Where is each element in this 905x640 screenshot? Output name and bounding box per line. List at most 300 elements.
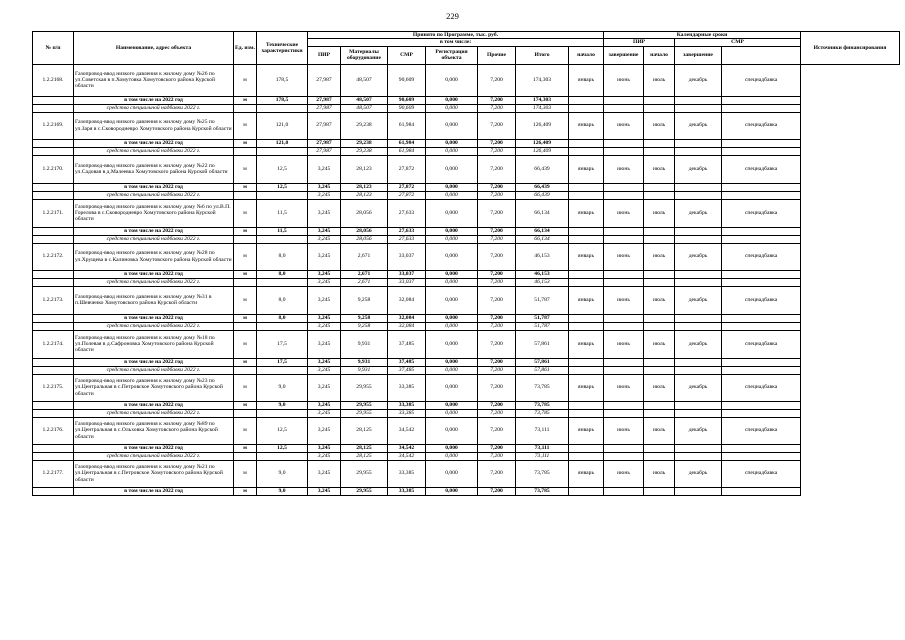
object-name: Газопровод-ввод низкого давления к жилому дому №18 по ул.Полевая в д.Сафроновка Хомутовского района Курской области (74, 330, 234, 358)
empty-cell (675, 235, 722, 243)
reg-cell: 0,000 (426, 330, 478, 358)
empty-cell (722, 358, 801, 366)
pir-cell: 3,245 (308, 155, 341, 183)
mat-cell: 28,123 (341, 155, 388, 183)
empty-cell (569, 409, 604, 417)
empty-cell (569, 104, 604, 112)
period-cell: июль (644, 417, 675, 444)
unit-cell: м (234, 183, 257, 191)
object-name: Газопровод-ввод низкого давления к жилому дому №21 по ул.Центральная в с.Петровское Хомутовского района Курской области (74, 460, 234, 487)
empty-cell (722, 183, 801, 191)
empty-cell (569, 183, 604, 191)
mat-cell: 28,125 (341, 444, 388, 452)
total-2022-row (33, 314, 900, 322)
empty-cell (604, 314, 644, 322)
source-cell: спецнадбавка (722, 417, 801, 444)
mat-cell: 29,238 (341, 147, 388, 155)
empty-cell (33, 270, 74, 278)
empty-cell (257, 104, 308, 112)
smr-cell: 27,633 (388, 235, 426, 243)
unit-cell: м (234, 358, 257, 366)
reg-cell: 0,000 (426, 270, 478, 278)
special-funds-label: средства специальной надбавки 2022 г. (74, 191, 234, 199)
total-cell: 66,439 (516, 191, 569, 199)
empty-cell (644, 487, 675, 495)
empty-cell (33, 235, 74, 243)
unit-cell: м (234, 139, 257, 147)
total-cell: 73,111 (516, 452, 569, 460)
smr-cell: 33,385 (388, 409, 426, 417)
reg-cell: 0,000 (426, 374, 478, 401)
empty-cell (644, 147, 675, 155)
pir-cell: 3,245 (308, 487, 341, 495)
empty-cell (722, 409, 801, 417)
table-row (33, 330, 900, 358)
empty-cell (257, 235, 308, 243)
object-name: Газопровод-ввод низкого давления к жилому дому №26 по ул.Советская в п.Хомутовка Хомутовского района Курской области (74, 64, 234, 96)
empty-cell (569, 96, 604, 104)
pir-cell: 3,245 (308, 444, 341, 452)
other-cell: 7,200 (478, 235, 516, 243)
empty-cell (569, 401, 604, 409)
total-cell: 66,134 (516, 227, 569, 235)
total-cell: 66,439 (516, 155, 569, 183)
empty-cell (675, 409, 722, 417)
tech-cell: 178,5 (257, 96, 308, 104)
row-number: 1.2.2176. (33, 417, 74, 444)
empty-cell (644, 452, 675, 460)
period-cell: июль (644, 460, 675, 487)
source-cell: спецнадбавка (722, 286, 801, 314)
object-name: Газопровод-ввод низкого давления к жилому дому №28 по ул.Хрущева в с.Калиновка Хомутовского района Курской области (74, 243, 234, 270)
other-cell: 7,200 (478, 322, 516, 330)
empty-cell (257, 366, 308, 374)
smr-cell: 37,485 (388, 358, 426, 366)
row-number: 1.2.2175. (33, 374, 74, 401)
period-cell: июль (644, 330, 675, 358)
empty-cell (644, 358, 675, 366)
empty-cell (234, 147, 257, 155)
empty-cell (604, 183, 644, 191)
empty-cell (604, 191, 644, 199)
period-cell: декабрь (675, 243, 722, 270)
reg-cell: 0,000 (426, 417, 478, 444)
smr-cell: 33,385 (388, 460, 426, 487)
header-materials: Материалы оборудование (341, 46, 388, 64)
smr-cell: 90,609 (388, 64, 426, 96)
other-cell: 7,200 (478, 330, 516, 358)
total-cell: 46,153 (516, 278, 569, 286)
empty-cell (644, 235, 675, 243)
table-row (33, 64, 900, 96)
mat-cell: 28,056 (341, 235, 388, 243)
empty-cell (675, 401, 722, 409)
header-smr-start: начало (644, 46, 675, 64)
period-cell: июнь (604, 374, 644, 401)
unit-cell: м (234, 417, 257, 444)
empty-cell (644, 104, 675, 112)
empty-cell (722, 314, 801, 322)
header-number: № п/п (33, 32, 74, 65)
tech-cell: 9,0 (257, 401, 308, 409)
source-cell: спецнадбавка (722, 330, 801, 358)
empty-cell (604, 147, 644, 155)
smr-cell: 32,084 (388, 322, 426, 330)
special-funds-label: средства специальной надбавки 2022 г. (74, 147, 234, 155)
smr-cell: 33,037 (388, 243, 426, 270)
total-2022-row (33, 358, 900, 366)
empty-cell (604, 104, 644, 112)
mat-cell: 28,056 (341, 227, 388, 235)
empty-cell (33, 191, 74, 199)
smr-cell: 33,385 (388, 401, 426, 409)
total-2022-label: в том числе на 2022 год (74, 183, 234, 191)
period-cell: январь (569, 199, 604, 227)
total-cell: 51,787 (516, 286, 569, 314)
tech-cell: 178,5 (257, 64, 308, 96)
empty-cell (722, 452, 801, 460)
total-2022-label: в том числе на 2022 год (74, 270, 234, 278)
pir-cell: 3,245 (308, 374, 341, 401)
unit-cell: м (234, 64, 257, 96)
total-cell: 73,785 (516, 487, 569, 495)
pir-cell: 3,245 (308, 191, 341, 199)
empty-cell (33, 401, 74, 409)
other-cell: 7,200 (478, 191, 516, 199)
other-cell: 7,200 (478, 96, 516, 104)
period-cell: декабрь (675, 64, 722, 96)
empty-cell (569, 487, 604, 495)
source-cell: спецнадбавка (722, 64, 801, 96)
smr-cell: 27,633 (388, 227, 426, 235)
pir-cell: 3,245 (308, 358, 341, 366)
source-cell: спецнадбавка (722, 199, 801, 227)
total-2022-label: в том числе на 2022 год (74, 444, 234, 452)
mat-cell: 9,931 (341, 330, 388, 358)
mat-cell: 9,258 (341, 314, 388, 322)
empty-cell (569, 147, 604, 155)
empty-cell (722, 278, 801, 286)
mat-cell: 48,507 (341, 64, 388, 96)
empty-cell (675, 452, 722, 460)
empty-cell (604, 139, 644, 147)
table-row (33, 243, 900, 270)
empty-cell (234, 409, 257, 417)
mat-cell: 29,955 (341, 460, 388, 487)
smr-cell: 33,385 (388, 374, 426, 401)
reg-cell: 0,000 (426, 243, 478, 270)
reg-cell: 0,000 (426, 191, 478, 199)
empty-cell (675, 147, 722, 155)
pir-cell: 3,245 (308, 278, 341, 286)
total-cell: 57,861 (516, 366, 569, 374)
period-cell: январь (569, 460, 604, 487)
empty-cell (604, 322, 644, 330)
tech-cell: 12,5 (257, 155, 308, 183)
pir-cell: 3,245 (308, 460, 341, 487)
empty-cell (234, 235, 257, 243)
empty-cell (569, 278, 604, 286)
period-cell: январь (569, 330, 604, 358)
total-cell: 66,439 (516, 183, 569, 191)
special-funds-label: средства специальной надбавки 2022 г. (74, 409, 234, 417)
table-row (33, 155, 900, 183)
unit-cell: м (234, 112, 257, 139)
empty-cell (722, 366, 801, 374)
reg-cell: 0,000 (426, 199, 478, 227)
total-2022-label: в том числе на 2022 год (74, 487, 234, 495)
smr-cell: 33,385 (388, 487, 426, 495)
header-pir-end: завершение (604, 46, 644, 64)
empty-cell (234, 452, 257, 460)
empty-cell (569, 139, 604, 147)
empty-cell (569, 444, 604, 452)
special-funds-row (33, 191, 900, 199)
empty-cell (257, 191, 308, 199)
table-row (33, 199, 900, 227)
table-row (33, 112, 900, 139)
period-cell: июль (644, 374, 675, 401)
empty-cell (33, 147, 74, 155)
pir-cell: 27,987 (308, 147, 341, 155)
total-2022-label: в том числе на 2022 год (74, 401, 234, 409)
unit-cell: м (234, 330, 257, 358)
empty-cell (33, 366, 74, 374)
pir-cell: 3,245 (308, 235, 341, 243)
period-cell: январь (569, 112, 604, 139)
table-row (33, 374, 900, 401)
empty-cell (722, 191, 801, 199)
mat-cell: 28,123 (341, 191, 388, 199)
empty-cell (33, 314, 74, 322)
empty-cell (257, 147, 308, 155)
empty-cell (722, 139, 801, 147)
tech-cell: 9,0 (257, 374, 308, 401)
unit-cell: м (234, 270, 257, 278)
empty-cell (604, 444, 644, 452)
smr-cell: 27,872 (388, 155, 426, 183)
total-cell: 57,861 (516, 330, 569, 358)
empty-cell (675, 314, 722, 322)
other-cell: 7,200 (478, 278, 516, 286)
period-cell: январь (569, 286, 604, 314)
smr-cell: 32,084 (388, 314, 426, 322)
unit-cell: м (234, 286, 257, 314)
page-number: 229 (446, 11, 459, 21)
mat-cell: 29,955 (341, 401, 388, 409)
empty-cell (675, 366, 722, 374)
period-cell: июль (644, 64, 675, 96)
tech-cell: 8,0 (257, 314, 308, 322)
unit-cell: м (234, 460, 257, 487)
special-funds-row (33, 147, 900, 155)
header-unit: Ед. изм. (234, 32, 257, 65)
total-cell: 126,409 (516, 112, 569, 139)
pir-cell: 3,245 (308, 314, 341, 322)
other-cell: 7,200 (478, 358, 516, 366)
total-2022-label: в том числе на 2022 год (74, 139, 234, 147)
table-row (33, 460, 900, 487)
object-name: Газопровод-ввод низкого давления к жилому дому №25 по ул.Заря в с.Сковородневро Хомутовского района Курской области (74, 112, 234, 139)
empty-cell (234, 191, 257, 199)
reg-cell: 0,000 (426, 183, 478, 191)
empty-cell (644, 314, 675, 322)
reg-cell: 0,000 (426, 452, 478, 460)
smr-cell: 34,542 (388, 417, 426, 444)
period-cell: декабрь (675, 460, 722, 487)
mat-cell: 9,931 (341, 366, 388, 374)
reg-cell: 0,000 (426, 286, 478, 314)
other-cell: 7,200 (478, 227, 516, 235)
period-cell: июль (644, 286, 675, 314)
other-cell: 7,200 (478, 243, 516, 270)
pir-cell: 27,987 (308, 139, 341, 147)
total-2022-row (33, 487, 900, 495)
empty-cell (675, 358, 722, 366)
total-2022-row (33, 401, 900, 409)
smr-cell: 27,633 (388, 199, 426, 227)
reg-cell: 0,000 (426, 358, 478, 366)
empty-cell (257, 409, 308, 417)
total-cell: 51,787 (516, 322, 569, 330)
empty-cell (675, 322, 722, 330)
other-cell: 7,200 (478, 155, 516, 183)
mat-cell: 48,507 (341, 96, 388, 104)
empty-cell (675, 96, 722, 104)
total-2022-label: в том числе на 2022 год (74, 314, 234, 322)
period-cell: декабрь (675, 417, 722, 444)
tech-cell: 17,5 (257, 330, 308, 358)
unit-cell: м (234, 374, 257, 401)
pir-cell: 3,245 (308, 330, 341, 358)
total-cell: 73,111 (516, 417, 569, 444)
object-name: Газопровод-ввод низкого давления к жилому дому №31 в п.Шевченко Хомутовского района Курской области (74, 286, 234, 314)
object-name: Газопровод-ввод низкого давления к жилому дому №22 по ул.Садовая в д.Малеевка Хомутовского района Курской области (74, 155, 234, 183)
total-2022-row (33, 444, 900, 452)
tech-cell: 9,0 (257, 487, 308, 495)
header-accepted: Принято по Программе, тыс. руб. (308, 32, 604, 39)
other-cell: 7,200 (478, 314, 516, 322)
empty-cell (722, 487, 801, 495)
unit-cell: м (234, 243, 257, 270)
empty-cell (722, 227, 801, 235)
empty-cell (33, 183, 74, 191)
reg-cell: 0,000 (426, 64, 478, 96)
empty-cell (675, 278, 722, 286)
total-2022-label: в том числе на 2022 год (74, 358, 234, 366)
other-cell: 7,200 (478, 401, 516, 409)
empty-cell (722, 444, 801, 452)
row-number: 1.2.2174. (33, 330, 74, 358)
total-2022-row (33, 96, 900, 104)
row-number: 1.2.2169. (33, 112, 74, 139)
period-cell: декабрь (675, 286, 722, 314)
other-cell: 7,200 (478, 199, 516, 227)
empty-cell (33, 227, 74, 235)
empty-cell (569, 227, 604, 235)
pir-cell: 3,245 (308, 227, 341, 235)
special-funds-label: средства специальной надбавки 2022 г. (74, 322, 234, 330)
period-cell: июнь (604, 330, 644, 358)
total-cell: 51,787 (516, 314, 569, 322)
mat-cell: 9,258 (341, 286, 388, 314)
empty-cell (33, 444, 74, 452)
smr-cell: 33,037 (388, 278, 426, 286)
pir-cell: 3,245 (308, 409, 341, 417)
total-cell: 57,861 (516, 358, 569, 366)
reg-cell: 0,000 (426, 487, 478, 495)
empty-cell (644, 139, 675, 147)
empty-cell (644, 227, 675, 235)
empty-cell (604, 452, 644, 460)
unit-cell: м (234, 487, 257, 495)
period-cell: июнь (604, 64, 644, 96)
empty-cell (569, 452, 604, 460)
unit-cell: м (234, 401, 257, 409)
reg-cell: 0,000 (426, 278, 478, 286)
period-cell: декабрь (675, 155, 722, 183)
empty-cell (644, 401, 675, 409)
reg-cell: 0,000 (426, 322, 478, 330)
header-smr-end: завершение (675, 46, 722, 64)
smr-cell: 90,609 (388, 96, 426, 104)
smr-cell: 27,872 (388, 191, 426, 199)
header-pir: ПИР (308, 46, 341, 64)
header-source: Источники финансирования (801, 32, 900, 65)
tech-cell: 11,5 (257, 227, 308, 235)
period-cell: январь (569, 417, 604, 444)
mat-cell: 28,123 (341, 183, 388, 191)
tech-cell: 12,5 (257, 417, 308, 444)
period-cell: декабрь (675, 199, 722, 227)
smr-cell: 34,542 (388, 444, 426, 452)
special-funds-label: средства специальной надбавки 2022 г. (74, 235, 234, 243)
other-cell: 7,200 (478, 104, 516, 112)
empty-cell (644, 444, 675, 452)
empty-cell (675, 444, 722, 452)
empty-cell (33, 139, 74, 147)
reg-cell: 0,000 (426, 155, 478, 183)
period-cell: июль (644, 112, 675, 139)
empty-cell (257, 322, 308, 330)
total-2022-row (33, 270, 900, 278)
empty-cell (33, 104, 74, 112)
empty-cell (722, 322, 801, 330)
empty-cell (569, 191, 604, 199)
period-cell: июнь (604, 112, 644, 139)
empty-cell (33, 322, 74, 330)
source-cell: спецнадбавка (722, 155, 801, 183)
header-smr-group: СМР (675, 39, 801, 46)
pir-cell: 3,245 (308, 199, 341, 227)
empty-cell (234, 104, 257, 112)
total-cell: 73,785 (516, 374, 569, 401)
tech-cell: 9,0 (257, 460, 308, 487)
other-cell: 7,200 (478, 374, 516, 401)
total-cell: 66,134 (516, 199, 569, 227)
period-cell: январь (569, 243, 604, 270)
smr-cell: 37,485 (388, 330, 426, 358)
unit-cell: м (234, 227, 257, 235)
row-number: 1.2.2172. (33, 243, 74, 270)
empty-cell (33, 358, 74, 366)
period-cell: июнь (604, 460, 644, 487)
total-cell: 46,153 (516, 243, 569, 270)
reg-cell: 0,000 (426, 235, 478, 243)
reg-cell: 0,000 (426, 409, 478, 417)
total-2022-row (33, 183, 900, 191)
mat-cell: 2,671 (341, 243, 388, 270)
